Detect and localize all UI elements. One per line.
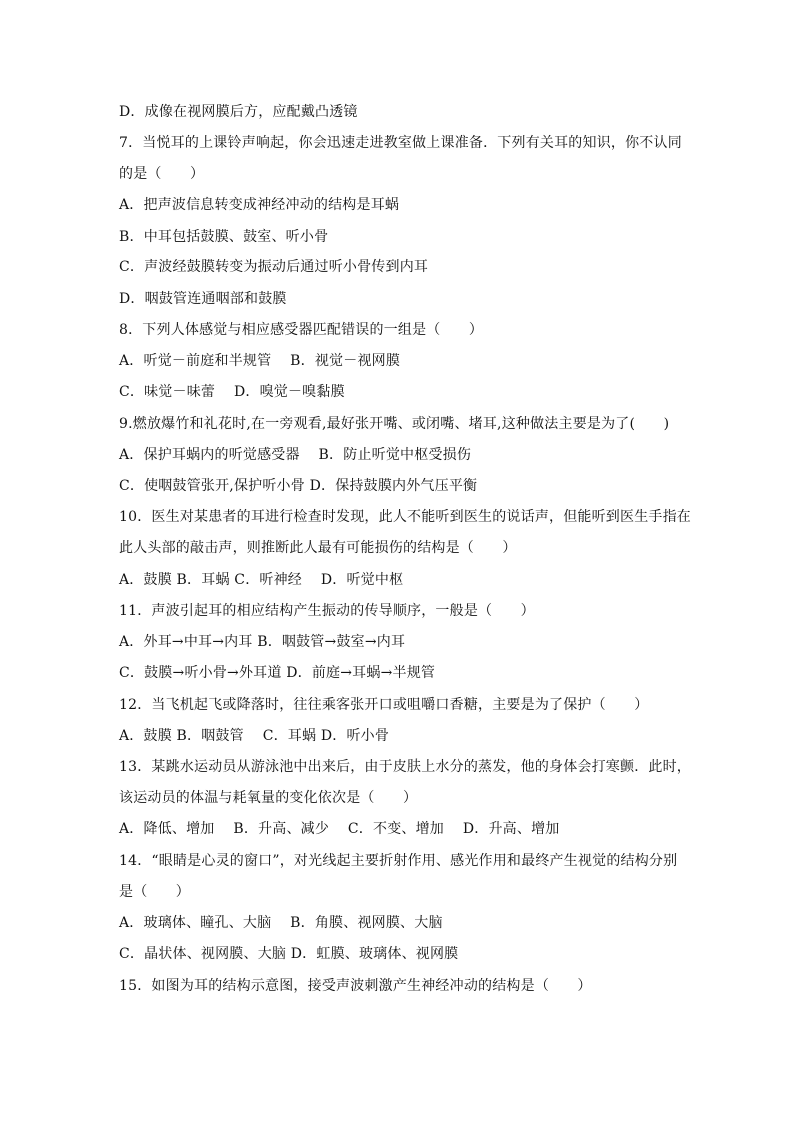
question-10-stem-cont: 此人头部的敲击声，则推断此人最有可能损伤的结构是（ ） xyxy=(119,540,517,556)
question-15-stem: 15．如图为耳的结构示意图，接受声波刺激产生神经冲动的结构是（ ） xyxy=(119,978,592,994)
question-8-options-ab: A．听觉－前庭和半规管 B．视觉－视网膜 xyxy=(119,353,401,369)
question-11-stem: 11．声波引起耳的相应结构产生振动的传导顺序，一般是（ ） xyxy=(119,603,535,619)
question-7-stem-cont: 的是（ ） xyxy=(119,166,205,182)
question-8-stem: 8．下列人体感觉与相应感受器匹配错误的一组是（ ） xyxy=(119,322,484,338)
question-13-stem: 13．某跳水运动员从游泳池中出来后，由于皮肤上水分的蒸发，他的身体会打寒颤．此时， xyxy=(119,759,692,775)
question-7-option-c: C．声波经鼓膜转变为振动后通过听小骨传到内耳 xyxy=(119,259,429,275)
question-12-options: A．鼓膜 B．咽鼓管 C．耳蜗 D．听小骨 xyxy=(119,728,390,744)
question-8-options-cd: C．味觉－味蕾 D．嗅觉－嗅黏膜 xyxy=(119,384,345,400)
question-11-options-cd: C．鼓膜→听小骨→外耳道 D．前庭→耳蜗→半规管 xyxy=(119,665,436,681)
question-13-stem-cont: 该运动员的体温与耗氧量的变化依次是（ ） xyxy=(119,790,418,806)
question-9-options-cd: C．使咽鼓管张开,保护听小骨 D．保持鼓膜内外气压平衡 xyxy=(119,478,478,494)
question-11-options-ab: A．外耳→中耳→内耳 B．咽鼓管→鼓室→内耳 xyxy=(119,634,406,650)
question-7-option-b: B．中耳包括鼓膜、鼓室、听小骨 xyxy=(119,229,329,245)
question-14-stem-cont: 是（ ） xyxy=(119,884,190,900)
question-10-stem: 10．医生对某患者的耳进行检查时发现，此人不能听到医生的说话声，但能听到医生手指在 xyxy=(119,509,692,525)
question-7-option-d: D．咽鼓管连通咽部和鼓膜 xyxy=(119,291,287,307)
question-14-options-ab: A．玻璃体、瞳孔、大脑 B．角膜、视网膜、大脑 xyxy=(119,915,443,931)
text-line-option-d: D．成像在视网膜后方，应配戴凸透镜 xyxy=(119,104,358,120)
question-10-options: A．鼓膜 B．耳蜗 C．听神经 D．听觉中枢 xyxy=(119,572,404,588)
question-14-stem: 14．“眼睛是心灵的窗口”，对光线起主要折射作用、感光作用和最终产生视觉的结构分别 xyxy=(119,853,678,869)
question-7-stem: 7．当悦耳的上课铃声响起，你会迅速走进教室做上课准备．下列有关耳的知识，你不认同 xyxy=(119,135,682,151)
question-9-options-ab: A．保护耳蜗内的听觉感受器 B．防止听觉中枢受损伤 xyxy=(119,447,472,463)
question-13-options: A．降低、增加 B．升高、减少 C．不变、增加 D．升高、增加 xyxy=(119,821,560,837)
question-7-option-a: A．把声波信息转变成神经冲动的结构是耳蜗 xyxy=(119,197,400,213)
question-9-stem: 9.燃放爆竹和礼花时,在一旁观看,最好张开嘴、或闭嘴、堵耳,这种做法主要是为了( ) xyxy=(119,416,670,432)
question-12-stem: 12．当飞机起飞或降落时，往往乘客张开口或咀嚼口香糖，主要是为了保护（ ） xyxy=(119,697,649,713)
question-14-options-cd: C．晶状体、视网膜、大脑 D．虹膜、玻璃体、视网膜 xyxy=(119,946,459,962)
